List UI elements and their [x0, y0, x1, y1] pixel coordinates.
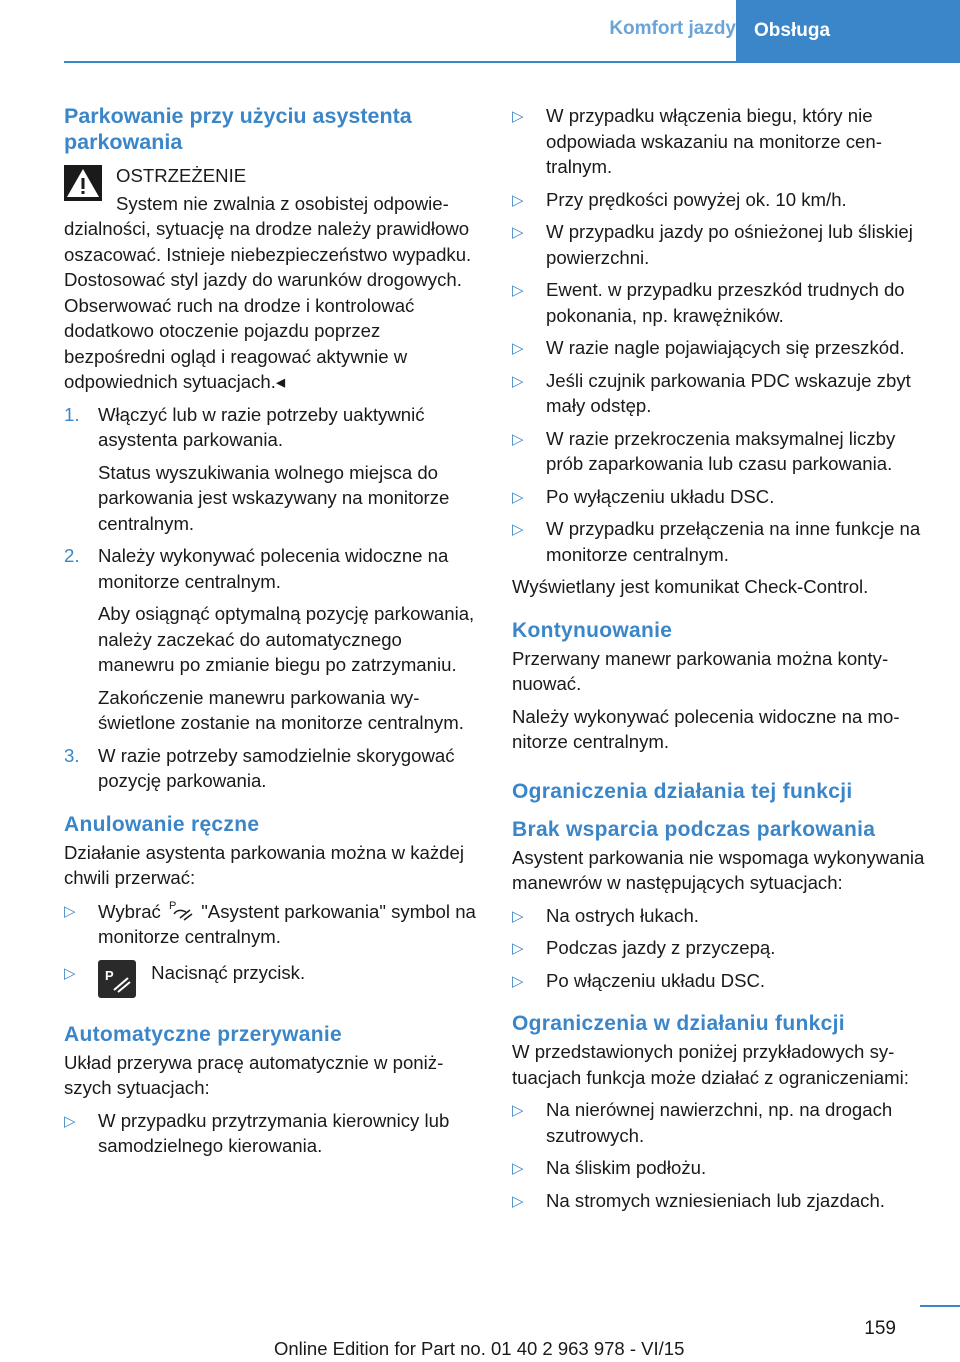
bullet-triangle-icon: ▷ — [512, 108, 524, 125]
cancel-item-text: Wybrać — [98, 900, 161, 922]
auto-item-text: Przy prędkości powyżej ok. 10 km/h. — [546, 188, 847, 210]
step-text: W razie potrzeby samodzielnie skorygować pozycję parkowania. — [98, 744, 455, 791]
warning-block — [64, 163, 480, 395]
bullet-triangle-icon: ▷ — [512, 972, 524, 990]
bullet-triangle-icon: ▷ — [512, 907, 524, 925]
list-item — [512, 368, 928, 419]
bullet-triangle-icon: ▷ — [512, 372, 524, 390]
continue-text-1: Przerwany manewr parkowania można kontynuować. — [512, 647, 889, 694]
list-item — [512, 426, 928, 477]
auto-item-text: W razie nagle pojawiających się przeszkód. — [546, 337, 905, 358]
bullet-triangle-icon: ▷ — [512, 1160, 524, 1177]
list-item — [512, 484, 928, 510]
cancel-heading: Anulowanie ręczne — [64, 812, 260, 836]
auto-list-left — [64, 1108, 480, 1159]
step-subtext: Aby osiągnąć optymalną pozycję parkowania, należy zaczekać do automatycznego manewru po zmianie biegu po zatrzymaniu. — [98, 603, 475, 675]
list-item — [64, 543, 480, 736]
bullet-triangle-icon: ▷ — [64, 902, 76, 920]
auto-item-text: Jeśli czujnik parkowania PDC wskazuje zbyt mały odstęp. — [546, 369, 911, 416]
list-item — [512, 935, 928, 961]
list-item — [512, 903, 928, 929]
bullet-triangle-icon: ▷ — [64, 964, 76, 982]
warning-text: System nie zwalnia z osobistej odpowiedzialności, sytuację na drodze należy prawidłowo oszacować. Istnieje niebezpieczeństwo wypadku. Dostosować styl jazdy do warunków drogowych. Obserwować ruch na drodze i kontrolować dodatkowo otoczenie pojazdu poprzez bezpośredni ogląd i reagować aktywnie w odpowiednich sytuacjach.◂ — [64, 192, 472, 392]
list-item — [512, 187, 928, 213]
page-header — [0, 0, 960, 62]
bullet-triangle-icon: ▷ — [512, 340, 524, 357]
bullet-triangle-icon: ▷ — [512, 940, 524, 957]
no-support-list — [512, 903, 928, 994]
header-rule — [64, 61, 960, 63]
no-support-heading: Brak wsparcia podczas parkowania — [512, 817, 876, 841]
list-item — [512, 968, 928, 994]
auto-item-text: W przypadku przełączenia na inne funkcje na monitorze centralnym. — [546, 518, 921, 565]
footer-rule — [920, 1305, 960, 1307]
list-item — [64, 1108, 480, 1159]
step-number: 1. — [64, 403, 80, 425]
no-support-item-text: Na ostrych łukach. — [546, 904, 699, 926]
svg-text:P: P — [105, 967, 114, 983]
auto-item-text: W przypadku włączenia biegu, który nie odpowiada wskazaniu na monitorze centralnym. — [546, 105, 882, 177]
no-support-text: Asystent parkowania nie wspomaga wykonywania manewrów w następujących sytuacjach: — [512, 846, 925, 893]
bullet-triangle-icon: ▷ — [512, 521, 524, 538]
cancel-item-text: Nacisnąć przycisk. — [151, 961, 306, 983]
warning-label: OSTRZEŻENIE — [116, 165, 247, 186]
limited-heading: Ograniczenia w działaniu funkcji — [512, 1012, 845, 1035]
bullet-triangle-icon: ▷ — [512, 1102, 524, 1119]
auto-item-text: Ewent. w przypadku przeszkód trudnych do pokonania, np. krawężników. — [546, 279, 905, 326]
bullet-triangle-icon: ▷ — [64, 1112, 76, 1130]
no-support-item-text: Podczas jazdy z przyczepą. — [546, 937, 776, 958]
limited-text: W przedstawionych poniżej przykładowych sytuacjach funkcja może działać z ograniczeniami: — [512, 1041, 909, 1088]
list-item — [512, 1155, 928, 1181]
auto-item-text: W przypadku jazdy po ośnieżonej lub śliskiej powierzchni. — [546, 221, 913, 268]
list-item — [512, 277, 928, 328]
warning-icon — [64, 165, 102, 201]
step-number: 2. — [64, 545, 80, 566]
auto-text: Układ przerywa pracę automatycznie w poniższych sytuacjach: — [64, 1051, 444, 1098]
list-item — [64, 898, 480, 950]
page-number: 159 — [864, 1318, 896, 1339]
list-item — [64, 402, 480, 537]
right-column — [512, 103, 928, 1220]
list-item — [512, 1188, 928, 1214]
parking-button-icon — [98, 960, 136, 998]
limited-item-text: Na nierównej nawierzchni, np. na drogach szutrowych. — [546, 1099, 893, 1146]
cancel-text: Działanie asystenta parkowania można w każdej chwili przerwać: — [64, 841, 464, 888]
parking-assistant-icon — [168, 898, 194, 922]
auto-heading: Automatyczne przerywanie — [64, 1022, 342, 1046]
bullet-triangle-icon: ▷ — [512, 224, 524, 241]
step-text: Włączyć lub w razie potrzeby uaktywnić asystenta parkowania. — [98, 403, 425, 450]
bullet-triangle-icon: ▷ — [512, 191, 524, 209]
step-subtext: Zakończenie manewru parkowania wyświetlone zostanie na monitorze centralnym. — [98, 686, 464, 733]
list-item — [512, 219, 928, 270]
limited-list — [512, 1097, 928, 1213]
section-tab-obsluga[interactable]: Obsługa — [736, 0, 960, 62]
cancel-item-text: "Asystent parkowania" symbol na monitorze centralnym. — [98, 900, 476, 947]
svg-text:P: P — [169, 899, 177, 912]
auto-item-text: Po wyłączeniu układu DSC. — [546, 485, 775, 507]
edition-footer: Online Edition for Part no. 01 40 2 963 978 - VI/15 — [274, 1338, 685, 1359]
list-item — [512, 335, 928, 361]
list-item — [64, 960, 480, 998]
list-item — [512, 516, 928, 567]
steps-list — [64, 402, 480, 794]
limited-item-text: Na stromych wzniesieniach lub zjazdach. — [546, 1189, 885, 1211]
limited-item-text: Na śliskim podłożu. — [546, 1157, 707, 1178]
bullet-triangle-icon: ▷ — [512, 282, 524, 299]
section-tab-komfort[interactable]: Komfort jazdy — [609, 18, 736, 39]
auto-item-text: W przypadku przytrzymania kierownicy lub samodzielnego kierowania. — [98, 1109, 450, 1156]
bullet-triangle-icon: ▷ — [512, 1192, 524, 1210]
limits-heading: Ograniczenia działania tej funkcji — [512, 779, 853, 803]
continue-text-2: Należy wykonywać polecenia widoczne na monitorze centralnym. — [512, 705, 900, 752]
no-support-item-text: Po włączeniu układu DSC. — [546, 969, 766, 991]
continue-heading: Kontynuowanie — [512, 618, 673, 642]
step-number: 3. — [64, 744, 80, 766]
bullet-triangle-icon: ▷ — [512, 488, 524, 506]
auto-list-right — [512, 103, 928, 567]
check-control-text: Wyświetlany jest komunikat Check-Control. — [512, 576, 869, 597]
step-subtext: Status wyszukiwania wolnego miejsca do parkowania jest wskazywany na monitorze centralnym. — [98, 461, 450, 534]
list-item — [64, 743, 480, 794]
auto-item-text: W razie przekroczenia maksymalnej liczby prób zaparkowania lub czasu parkowania. — [546, 427, 896, 474]
list-item — [512, 1097, 928, 1148]
section-title: Parkowanie przy użyciu asystenta parkowania — [64, 104, 412, 154]
left-column — [64, 103, 480, 1166]
cancel-list — [64, 898, 480, 998]
list-item — [512, 103, 928, 180]
step-text: Należy wykonywać polecenia widoczne na monitorze centralnym. — [98, 545, 449, 592]
bullet-triangle-icon: ▷ — [512, 430, 524, 448]
